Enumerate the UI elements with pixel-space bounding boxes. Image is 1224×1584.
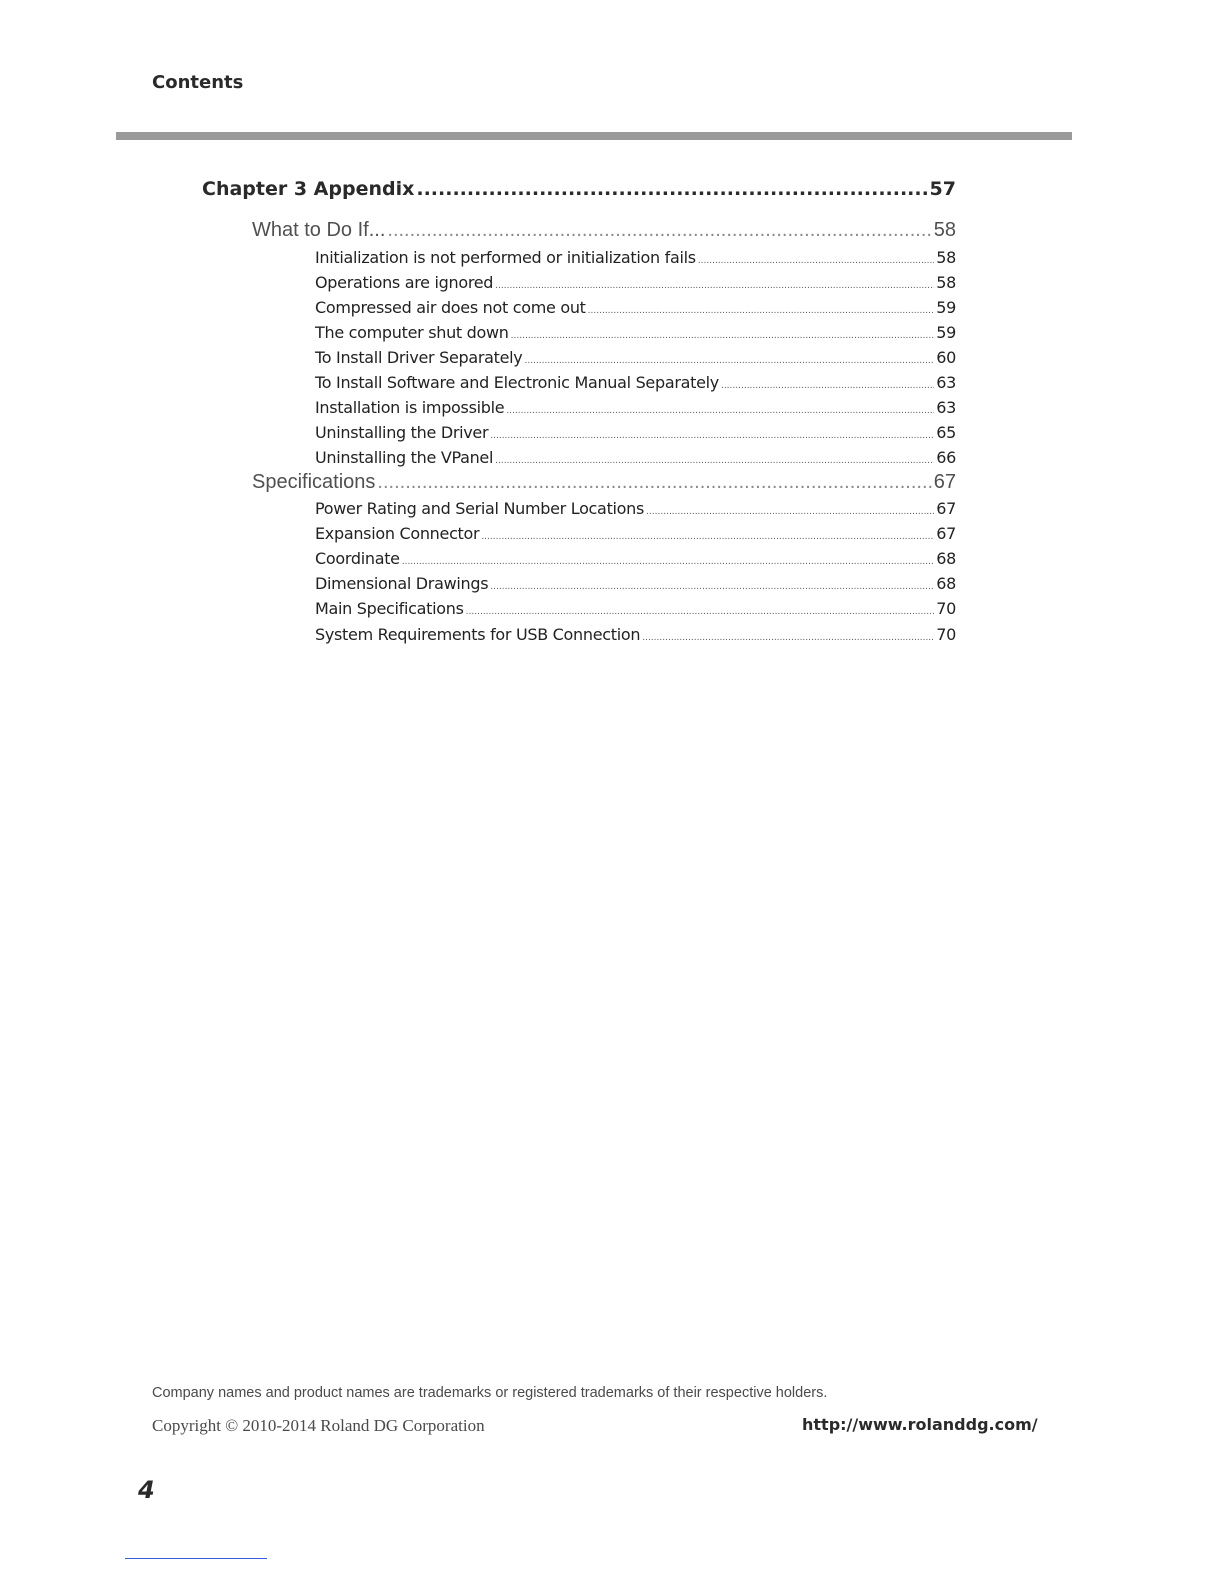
toc-item-title: Coordinate [315, 549, 400, 568]
toc-item-row[interactable] [315, 448, 956, 467]
toc-item-title: To Install Driver Separately [315, 348, 523, 367]
toc-section-page: 67 [933, 471, 956, 493]
toc-item-page: 70 [936, 599, 956, 618]
toc-item-page: 59 [936, 323, 956, 342]
toc-leader [721, 381, 934, 391]
toc-item-title: Uninstalling the VPanel [315, 448, 494, 467]
toc-item-page: 58 [936, 273, 956, 292]
toc-leader [495, 456, 934, 466]
toc-leader [377, 471, 931, 494]
toc-section-row[interactable] [252, 219, 956, 242]
toc-item-page: 59 [936, 298, 956, 317]
toc-leader [416, 178, 927, 200]
toc-leader [402, 557, 935, 567]
toc-leader [490, 431, 934, 441]
trademark-notice: Company names and product names are trademarks or registered trademarks of their respective holders. [152, 1385, 828, 1401]
toc-item-row[interactable] [315, 423, 956, 442]
toc-item-title: System Requirements for USB Connection [315, 625, 641, 644]
header-rule [116, 132, 1072, 140]
toc-section-title: What to Do If... [252, 219, 386, 241]
toc-item-row[interactable] [315, 549, 956, 568]
toc-leader [511, 331, 935, 341]
toc-item-title: Operations are ignored [315, 273, 494, 292]
toc-leader [490, 582, 934, 592]
toc-leader [524, 356, 934, 366]
toc-item-page: 60 [936, 348, 956, 367]
toc-leader [495, 281, 934, 291]
toc-leader [506, 406, 934, 416]
header-label: Contents [152, 72, 244, 93]
toc-item-page: 68 [936, 549, 956, 568]
toc-chapter-page: 57 [929, 178, 956, 200]
toc-leader [646, 507, 934, 517]
page-number: 4 [138, 1476, 155, 1504]
toc-item-title: Compressed air does not come out [315, 298, 586, 317]
toc-leader [481, 532, 934, 542]
toc-item-page: 67 [936, 499, 956, 518]
toc-item-page: 65 [936, 423, 956, 442]
toc-item-page: 58 [936, 248, 956, 267]
toc-item-row[interactable] [315, 248, 956, 267]
toc-item-page: 67 [936, 524, 956, 543]
copyright-notice: Copyright © 2010-2014 Roland DG Corporation [152, 1416, 485, 1435]
toc-section-title: Specifications [252, 471, 376, 493]
toc-item-page: 63 [936, 398, 956, 417]
toc-chapter-row[interactable] [202, 178, 956, 200]
toc-item-title: Main Specifications [315, 599, 464, 618]
toc-item-title: Initialization is not performed or initialization fails [315, 248, 696, 267]
toc-item-row[interactable] [315, 524, 956, 543]
toc-item-page: 63 [936, 373, 956, 392]
toc-item-title: Uninstalling the Driver [315, 423, 489, 442]
website-link[interactable]: http://www.rolanddg.com/ [802, 1415, 1038, 1434]
toc-item-row[interactable] [315, 574, 956, 593]
link-underline [125, 1558, 267, 1559]
toc-item-title: The computer shut down [315, 323, 509, 342]
toc-item-row[interactable] [315, 499, 956, 518]
toc-item-row[interactable] [315, 298, 956, 317]
toc-item-row[interactable] [315, 373, 956, 392]
toc-leader [387, 219, 931, 242]
toc-section-row[interactable] [252, 471, 956, 494]
toc-item-title: Dimensional Drawings [315, 574, 489, 593]
toc-leader [642, 633, 934, 643]
toc-item-page: 70 [936, 625, 956, 644]
toc-item-title: To Install Software and Electronic Manual Separately [315, 373, 719, 392]
toc-item-title: Power Rating and Serial Number Locations [315, 499, 645, 518]
toc-section-page: 58 [933, 219, 956, 241]
toc-item-row[interactable] [315, 599, 956, 618]
toc-item-row[interactable] [315, 348, 956, 367]
toc-item-row[interactable] [315, 273, 956, 292]
toc-item-title: Expansion Connector [315, 524, 480, 543]
toc-item-title: Installation is impossible [315, 398, 505, 417]
toc-item-row[interactable] [315, 398, 956, 417]
toc-item-row[interactable] [315, 625, 956, 644]
toc-chapter-title: Chapter 3 Appendix [202, 178, 415, 200]
toc-leader [466, 607, 935, 617]
toc-leader [698, 256, 934, 266]
toc-item-page: 66 [936, 448, 956, 467]
toc-leader [588, 306, 935, 316]
toc-item-row[interactable] [315, 323, 956, 342]
toc-item-page: 68 [936, 574, 956, 593]
